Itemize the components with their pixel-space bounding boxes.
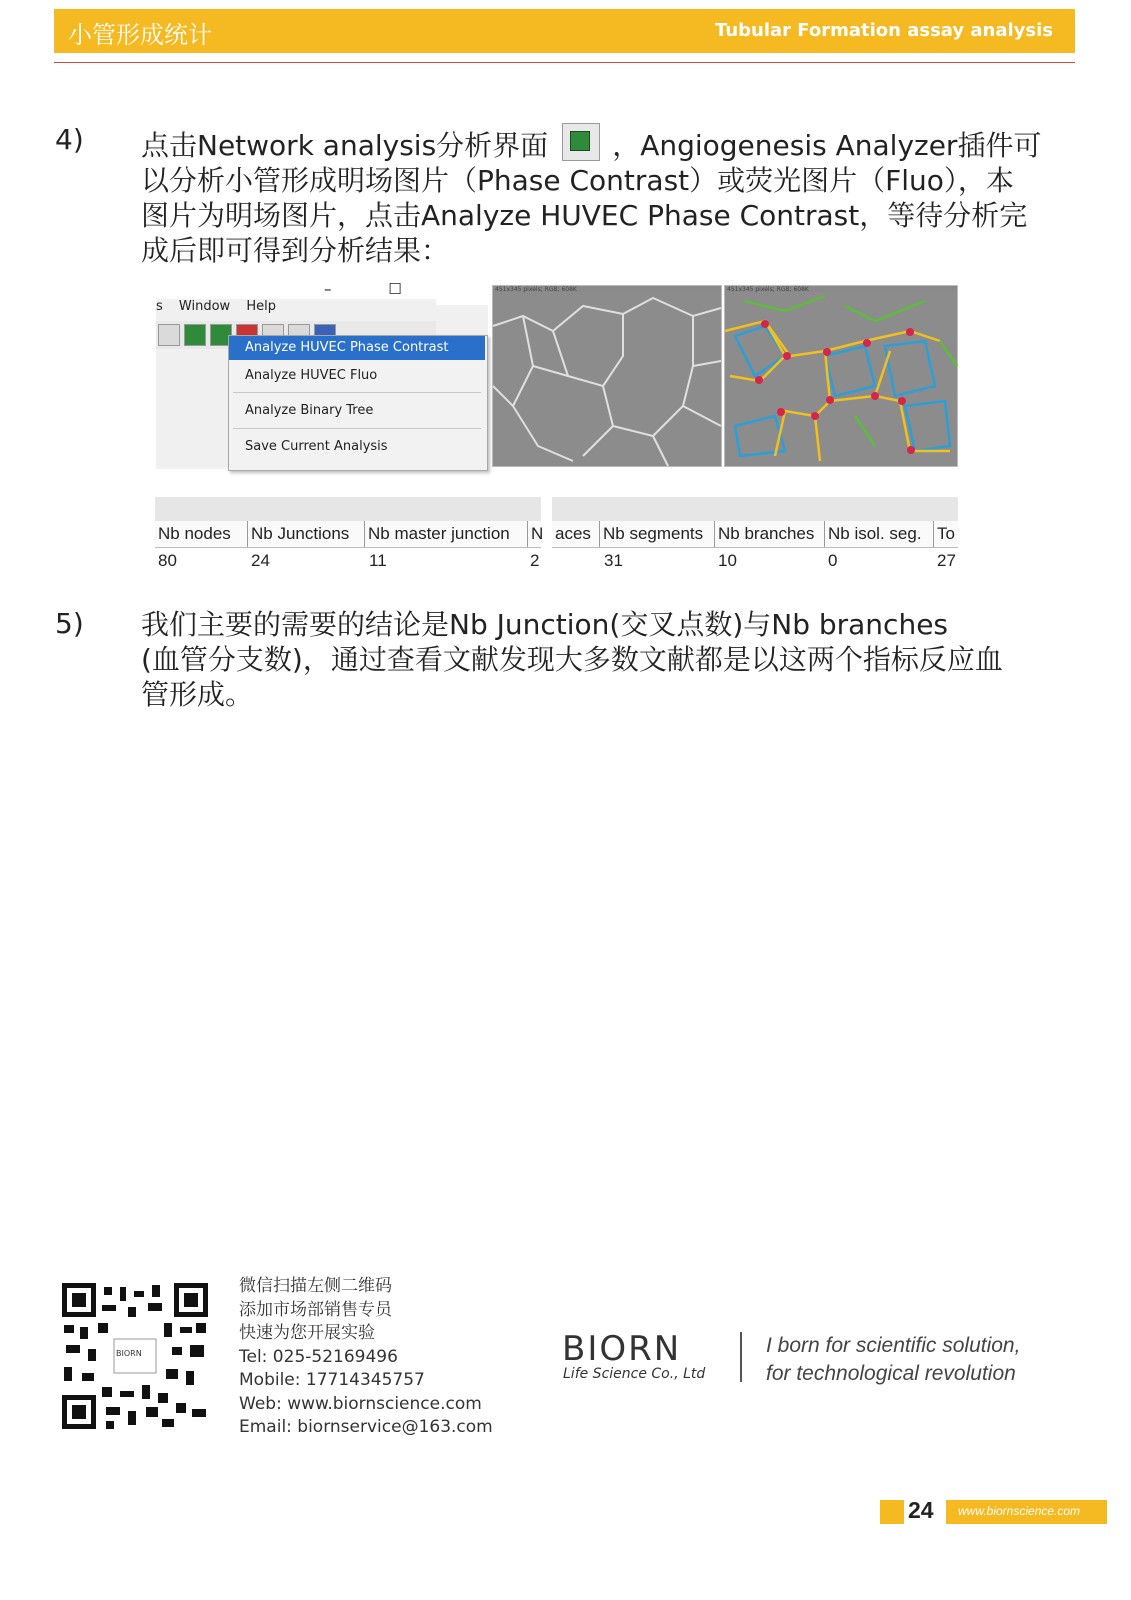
tube-network-image	[493, 286, 721, 466]
column-header[interactable]: Nb Junctions	[248, 521, 365, 547]
step-5-line-2: (血管分支数)，通过查看文献发现大多数文献都是以这两个指标反应血	[141, 643, 1003, 676]
menu-separator	[233, 428, 481, 429]
contact-info	[239, 1275, 493, 1440]
step-4-line-4: 成后即可得到分析结果：	[141, 234, 450, 267]
contact-line-1: 微信扫描左侧二维码	[239, 1276, 392, 1296]
table-cell: 11	[369, 551, 387, 570]
menu-separator	[233, 392, 481, 393]
step-5-line-1: 我们主要的需要的结论是Nb Junction(交叉点数)与Nb branches	[141, 608, 949, 641]
table-cell: 80	[158, 551, 177, 570]
column-header[interactable]: aces	[552, 521, 600, 547]
table-row	[155, 551, 541, 577]
page-number: 24	[908, 1497, 934, 1523]
brand-divider	[740, 1332, 742, 1382]
step-4-number: 4)	[55, 123, 84, 156]
contact-mobile: Mobile: 17714345757	[239, 1370, 425, 1390]
contact-tel: Tel: 025-52169496	[239, 1346, 398, 1367]
menu-item-analyze-binary-tree[interactable]: Analyze Binary Tree	[245, 403, 374, 418]
step-5-number: 5)	[55, 607, 84, 640]
contact-line-2: 添加市场部销售专员	[239, 1299, 392, 1320]
header-title-en: Tubular Formation assay analysis	[715, 20, 1053, 41]
column-header[interactable]: N	[531, 524, 544, 543]
column-header[interactable]: Nb nodes	[155, 521, 248, 547]
menu-item-save-analysis[interactable]: Save Current Analysis	[245, 439, 388, 454]
micrograph-phase-contrast	[492, 285, 722, 467]
brand-subtitle: Life Science Co., Ltd	[563, 1366, 706, 1382]
wechat-qr-code	[62, 1283, 208, 1429]
table-cell: 31	[604, 551, 623, 570]
image-caption: 451x345 pixels; RGB; 608K	[495, 286, 577, 293]
table-cell: 27	[937, 551, 956, 570]
results-table-2	[552, 497, 958, 581]
step-5-text	[141, 607, 1003, 712]
table-toolbar	[155, 497, 541, 521]
step-4-text	[141, 123, 1041, 268]
table-cell: 2	[530, 551, 540, 570]
header-divider	[54, 62, 1075, 63]
table-toolbar	[552, 497, 958, 521]
table-row	[552, 551, 958, 577]
column-header[interactable]: Nb segments	[600, 521, 715, 547]
window-controls[interactable]: – ☐	[324, 280, 428, 298]
step-4-line-1a: 点击Network analysis分析界面	[141, 129, 549, 162]
slogan-line-2: for technological revolution	[766, 1362, 1016, 1385]
pen-tool-icon[interactable]	[184, 324, 206, 346]
menubar	[156, 299, 436, 321]
menu-window[interactable]: Window	[178, 299, 231, 314]
hand-tool-icon[interactable]	[158, 324, 180, 346]
contact-web[interactable]: Web: www.biornscience.com	[239, 1393, 482, 1414]
image-caption: 451x345 pixels; RGB; 608K	[727, 286, 809, 293]
column-header[interactable]: Nb branches	[715, 521, 825, 547]
table-header-row	[552, 521, 958, 548]
brand-slogan	[766, 1332, 1020, 1388]
step-4-line-3: 图片为明场图片，点击Analyze HUVEC Phase Contrast，等待分析完	[141, 199, 1028, 232]
header-title-cn: 小管形成统计	[68, 21, 212, 49]
menu-s[interactable]: s	[156, 299, 163, 314]
slogan-line-1: I born for scientific solution,	[766, 1334, 1021, 1357]
network-analysis-icon	[562, 123, 600, 161]
page-number-marker	[880, 1500, 904, 1524]
results-table-1	[155, 497, 544, 581]
column-header[interactable]: Nb isol. seg.	[825, 521, 934, 547]
column-header[interactable]: Nb master junction	[365, 521, 528, 547]
table-cell: 10	[718, 551, 737, 570]
column-header[interactable]: To	[937, 524, 955, 543]
table-cell: 24	[251, 551, 270, 570]
footer-url[interactable]: www.biornscience.com	[958, 1504, 1081, 1518]
brand-logo: BIORN	[562, 1329, 682, 1369]
step-4-line-1b: ，Angiogenesis Analyzer插件可	[612, 129, 1042, 162]
table-header-row	[155, 521, 544, 548]
step-4-line-2: 以分析小管形成明场图片（Phase Contrast）或荧光图片（Fluo），本	[141, 164, 1014, 197]
contact-line-3: 快速为您开展实验	[239, 1323, 375, 1343]
menu-item-analyze-phase-contrast[interactable]: Analyze HUVEC Phase Contrast	[229, 336, 485, 360]
menu-help[interactable]: Help	[246, 299, 276, 314]
step-4-line-1	[141, 123, 1041, 163]
contact-email[interactable]: Email: biornservice@163.com	[239, 1417, 493, 1437]
table-cell: 0	[828, 551, 838, 570]
menu-item-analyze-fluo[interactable]: Analyze HUVEC Fluo	[245, 368, 378, 383]
qr-logo-text: BIORN	[116, 1349, 142, 1358]
step-5-line-3: 管形成。	[141, 678, 254, 711]
analysis-popup-menu	[228, 335, 488, 471]
micrograph-analyzed	[724, 285, 958, 467]
analyzed-network-image	[725, 286, 957, 466]
plugin-menu-screenshot	[156, 279, 488, 469]
